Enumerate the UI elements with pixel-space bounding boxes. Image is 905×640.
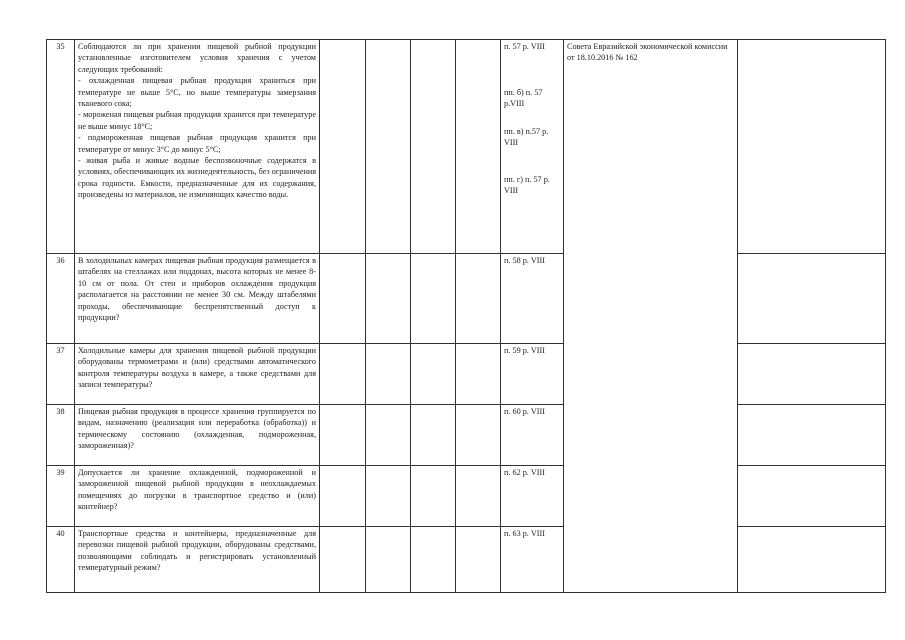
question-text: - мороженая пищевая рыбная продукция хранится при температуре не выше минус 18°С; — [78, 110, 316, 131]
table-row — [47, 466, 886, 527]
answer-cell[interactable] — [366, 254, 411, 344]
reference-text: п. 63 р. VIII — [501, 527, 564, 593]
answer-cell[interactable] — [320, 254, 366, 344]
answer-cell[interactable] — [411, 40, 456, 254]
answer-cell[interactable] — [366, 466, 411, 527]
question-text: Транспортные средства и контейнеры, предназначенные для перевозки пищевой рыбной продукции, оборудованы средствами, позволяющими соблюдать и регистрировать установленный температурный режим? — [75, 527, 320, 593]
answer-cell[interactable] — [366, 344, 411, 405]
question-text: Допускается ли хранение охлажденной, подмороженной и замороженной пищевой рыбной продукции в неохлаждаемых помещениях до погрузки в транспортное средство и (или) контейнер? — [75, 466, 320, 527]
answer-cell[interactable] — [366, 527, 411, 593]
source-cell: Совета Евразийской экономической комиссии от 18.10.2016 № 162 — [564, 40, 738, 593]
row-number: 40 — [47, 527, 75, 593]
answer-cell[interactable] — [411, 527, 456, 593]
question-text: - живая рыба и живые водные беспозвоночные содержатся в условиях, обеспечивающих их жизнедеятельность, без ограничения срока годности. Емкости, предназначенные для их содержания, произведены из материалов, не изменяющих качество воды. — [78, 156, 316, 200]
answer-cell[interactable] — [411, 344, 456, 405]
reference-text: пп. г) п. 57 р. VIII — [504, 175, 550, 196]
answer-cell[interactable] — [411, 254, 456, 344]
reference-text: п. 58 р. VIII — [501, 254, 564, 344]
answer-cell[interactable] — [411, 405, 456, 466]
comment-cell[interactable] — [738, 254, 886, 344]
question-text: - подмороженная пищевая рыбная продукция хранится при температуре от минус 3°С до минус 5°С; — [78, 133, 316, 154]
comment-cell[interactable] — [738, 40, 886, 254]
answer-cell[interactable] — [456, 344, 501, 405]
question-cell — [75, 40, 320, 254]
checklist-table — [46, 39, 886, 593]
row-number: 36 — [47, 254, 75, 344]
comment-cell[interactable] — [738, 527, 886, 593]
answer-cell[interactable] — [320, 405, 366, 466]
answer-cell[interactable] — [320, 527, 366, 593]
reference-text: п. 62 р. VIII — [501, 466, 564, 527]
answer-cell[interactable] — [366, 405, 411, 466]
comment-cell[interactable] — [738, 405, 886, 466]
reference-text: пп. б) п. 57 р.VIII — [504, 88, 543, 109]
answer-cell[interactable] — [456, 405, 501, 466]
question-text: Холодильные камеры для хранения пищевой рыбной продукции оборудованы термометрами и (или) средствами автоматического контроля температуры воздуха в камере, а также средствами для записи температуры? — [75, 344, 320, 405]
answer-cell[interactable] — [320, 344, 366, 405]
reference-cell — [501, 40, 564, 254]
comment-cell[interactable] — [738, 344, 886, 405]
answer-cell[interactable] — [456, 40, 501, 254]
table-row — [47, 527, 886, 593]
table-row — [47, 405, 886, 466]
reference-text: п. 57 р. VIII — [504, 42, 545, 51]
question-text: - охлажденная пищевая рыбная продукция храниться при температуре не выше 5°С, но выше температуры замерзания тканевого сока; — [78, 76, 316, 109]
table-row — [47, 344, 886, 405]
table-row — [47, 40, 886, 254]
answer-cell[interactable] — [366, 40, 411, 254]
answer-cell[interactable] — [456, 466, 501, 527]
answer-cell[interactable] — [320, 40, 366, 254]
answer-cell[interactable] — [320, 466, 366, 527]
question-text: Соблюдаются ли при хранении пищевой рыбной продукции установленные изготовителем условия хранения с учетом следующих требований: — [78, 42, 316, 74]
row-number: 39 — [47, 466, 75, 527]
question-text: В холодильных камерах пищевая рыбная продукция размещается в штабелях на стеллажах или поддонах, высота которых не менее 8-10 см от пола. От стен и приборов охлаждения продукция располагается на расстоянии не менее 30 см. Между штабелями проходы, обеспечивающие беспрепятственный доступ к продукции? — [75, 254, 320, 344]
row-number: 37 — [47, 344, 75, 405]
answer-cell[interactable] — [456, 527, 501, 593]
row-number: 35 — [47, 40, 75, 254]
reference-text: п. 59 р. VIII — [501, 344, 564, 405]
reference-text: пп. в) п.57 р. VIII — [504, 127, 549, 148]
table-row — [47, 254, 886, 344]
comment-cell[interactable] — [738, 466, 886, 527]
question-text: Пищевая рыбная продукция в процессе хранения группируется по видам, назначению (реализация или переработка (обработка)) и термическому состоянию (охлажденная, подмороженная, замороженная)? — [75, 405, 320, 466]
reference-text: п. 60 р. VIII — [501, 405, 564, 466]
answer-cell[interactable] — [411, 466, 456, 527]
row-number: 38 — [47, 405, 75, 466]
answer-cell[interactable] — [456, 254, 501, 344]
